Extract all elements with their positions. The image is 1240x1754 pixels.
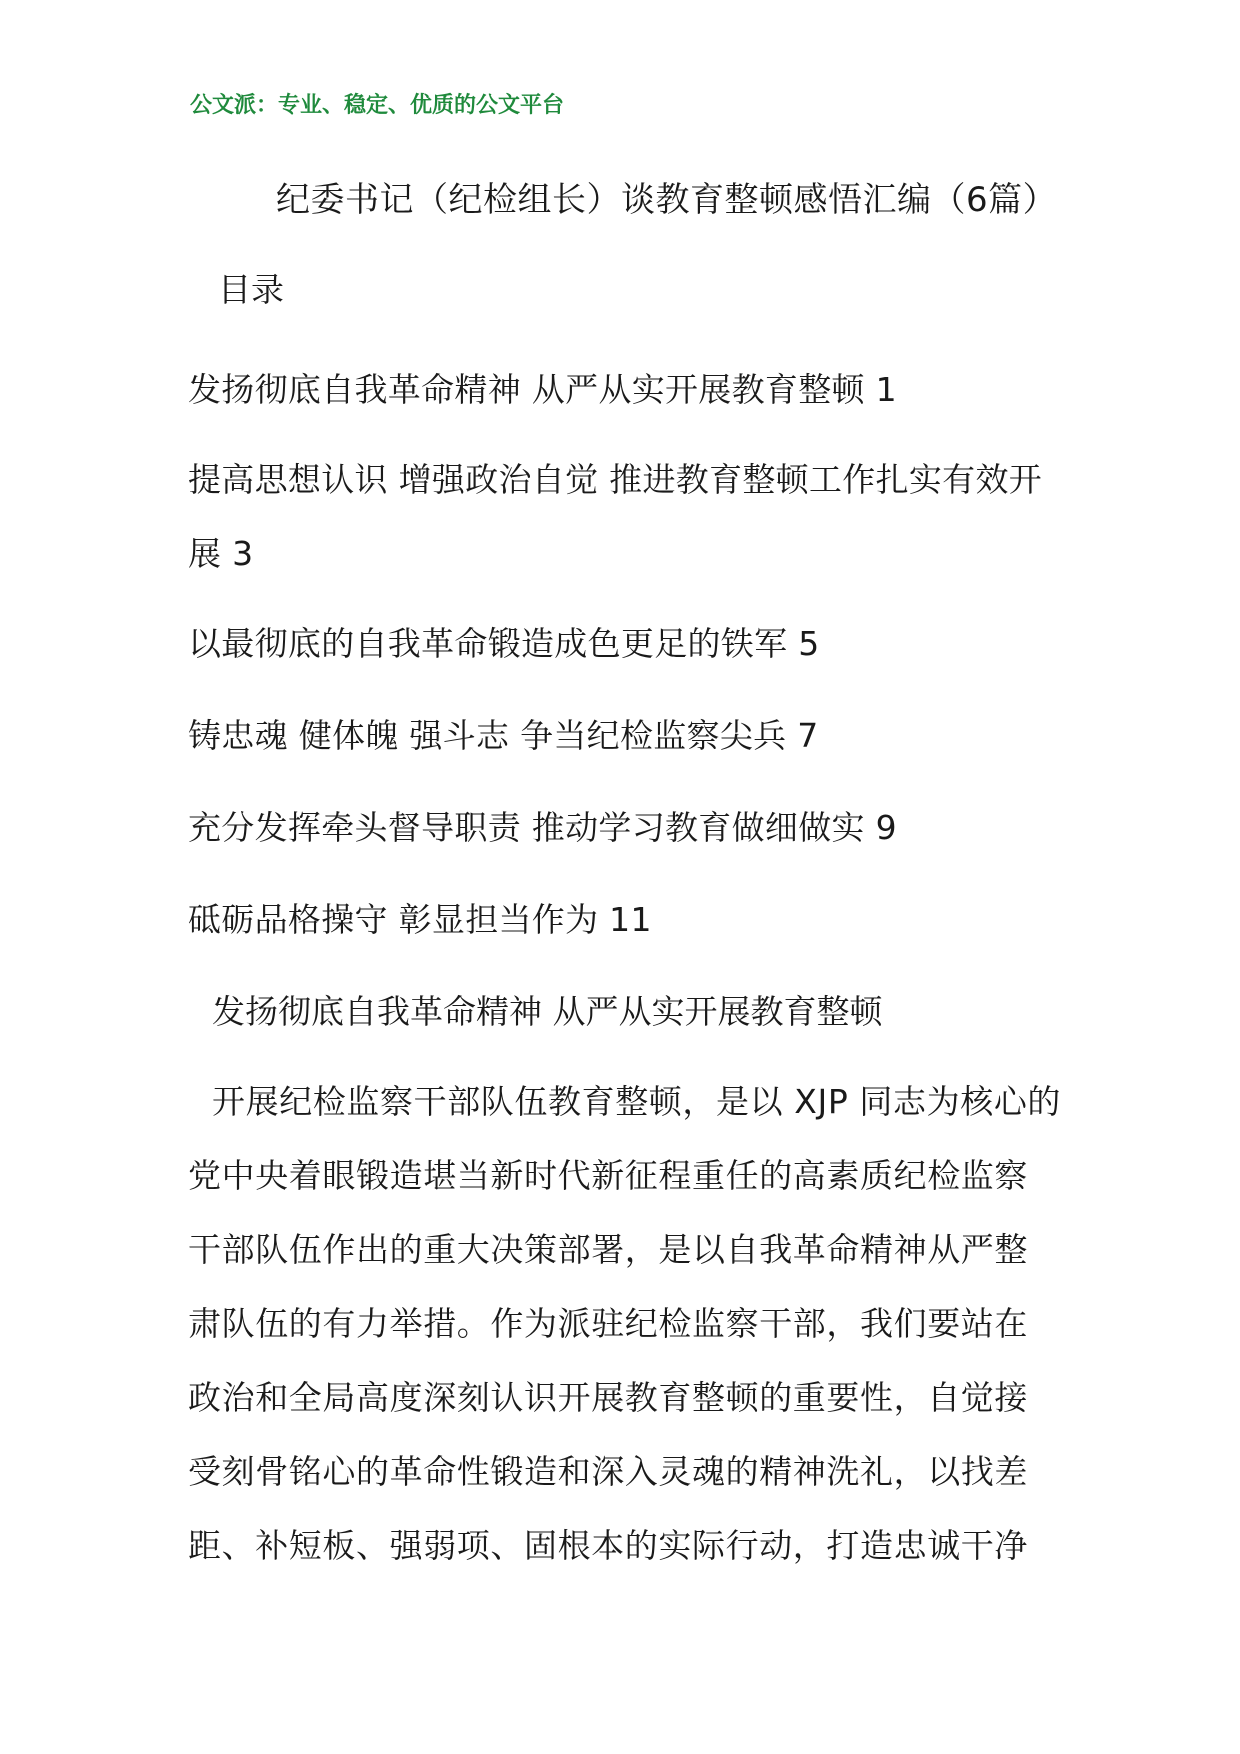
paragraph-line: 干部队伍作出的重大决策部署，是以自我革命精神从严整 (188, 1230, 1028, 1269)
paragraph-line: 政治和全局高度深刻认识开展教育整顿的重要性，自觉接 (188, 1378, 1028, 1417)
toc-entry[interactable]: 发扬彻底自我革命精神 从严从实开展教育整顿 1 (188, 370, 897, 409)
toc-entry[interactable]: 以最彻底的自我革命锻造成色更足的铁军 5 (188, 624, 820, 663)
brand-header: 公文派：专业、稳定、优质的公文平台 (190, 92, 565, 118)
toc-entry[interactable]: 铸忠魂 健体魄 强斗志 争当纪检监察尖兵 7 (188, 716, 819, 755)
paragraph-line: 距、补短板、强弱项、固根本的实际行动，打造忠诚干净 (188, 1526, 1028, 1565)
toc-entry[interactable]: 充分发挥牵头督导职责 推动学习教育做细做实 9 (188, 808, 897, 847)
paragraph-line: 党中央着眼锻造堪当新时代新征程重任的高素质纪检监察 (188, 1156, 1028, 1195)
toc-entry[interactable]: 砥砺品格操守 彰显担当作为 11 (188, 900, 652, 939)
paragraph-line: 受刻骨铭心的革命性锻造和深入灵魂的精神洗礼，以找差 (188, 1452, 1028, 1491)
toc-heading: 目录 (218, 270, 284, 309)
section-heading: 发扬彻底自我革命精神 从严从实开展教育整顿 (212, 992, 883, 1031)
toc-entry[interactable]: 提高思想认识 增强政治自觉 推进教育整顿工作扎实有效开 (188, 460, 1043, 499)
paragraph-line: 开展纪检监察干部队伍教育整顿，是以 XJP 同志为核心的 (212, 1082, 1062, 1121)
paragraph-line: 肃队伍的有力举措。作为派驻纪检监察干部，我们要站在 (188, 1304, 1028, 1343)
document-title: 纪委书记（纪检组长）谈教育整顿感悟汇编（6篇） (276, 180, 1058, 220)
toc-entry-continuation[interactable]: 展 3 (188, 534, 254, 573)
